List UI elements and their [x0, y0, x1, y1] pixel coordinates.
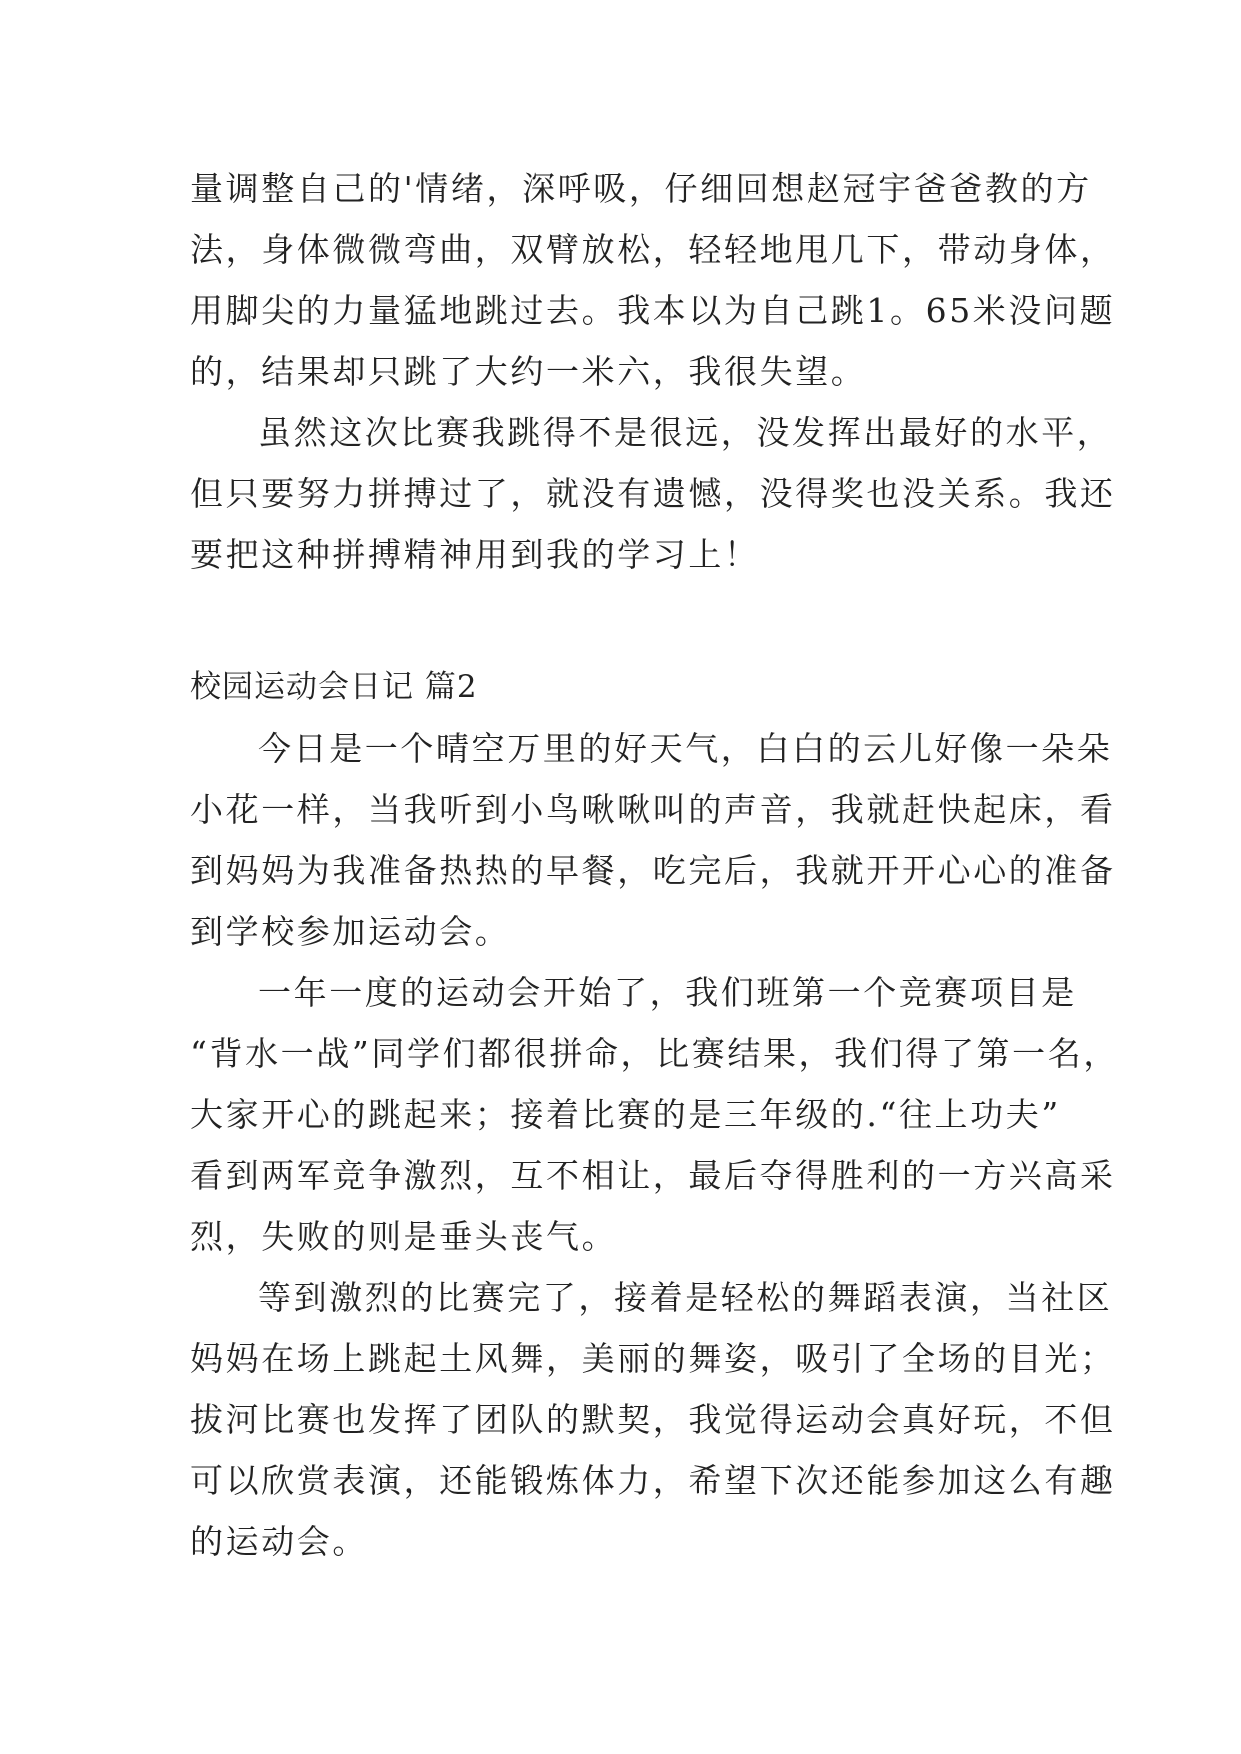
- text-line: 小花一样，当我听到小鸟啾啾叫的声音，我就赶快起床，看: [190, 790, 1116, 829]
- text-line: 到妈妈为我准备热热的早餐，吃完后，我就开开心心的准备: [190, 851, 1116, 890]
- text-line: 一年一度的运动会开始了，我们班第一个竞赛项目是: [258, 973, 1077, 1012]
- text-line: 的，结果却只跳了大约一米六，我很失望。: [190, 352, 867, 391]
- text-line: 烈，失败的则是垂头丧气。: [190, 1217, 618, 1256]
- section-heading: 校园运动会日记 篇2: [190, 669, 478, 705]
- section1-paragraph2: [190, 402, 1116, 585]
- text-line: 妈妈在场上跳起土风舞，美丽的舞姿，吸引了全场的目光；: [190, 1339, 1116, 1378]
- text-line: 虽然这次比赛我跳得不是很远，没发挥出最好的水平，: [258, 413, 1113, 452]
- document-page: [190, 158, 1119, 1572]
- text-line: 大家开心的跳起来；接着比赛的是三年级的.“往上功夫”: [190, 1095, 1061, 1134]
- section2-paragraph3: [190, 1267, 1116, 1572]
- section2-paragraph2: [190, 962, 1119, 1267]
- text-line: 等到激烈的比赛完了，接着是轻松的舞蹈表演，当社区: [258, 1278, 1113, 1317]
- text-line: 量调整自己的'情绪，深呼吸，仔细回想赵冠宇爸爸教的方: [190, 169, 1092, 208]
- text-line: 拔河比赛也发挥了团队的默契，我觉得运动会真好玩，不但: [190, 1400, 1116, 1439]
- text-line: 但只要努力拼搏过了，就没有遗憾，没得奖也没关系。我还: [190, 474, 1116, 513]
- text-line: 今日是一个晴空万里的好天气，白白的云儿好像一朵朵: [258, 729, 1113, 768]
- text-line: 到学校参加运动会。: [190, 912, 511, 951]
- text-line: 法，身体微微弯曲，双臂放松，轻轻地甩几下，带动身体，: [190, 230, 1116, 269]
- section1-paragraph1: [190, 158, 1116, 402]
- text-line: 用脚尖的力量猛地跳过去。我本以为自己跳1。65米没问题: [190, 291, 1116, 330]
- text-line: 可以欣赏表演，还能锻炼体力，希望下次还能参加这么有趣: [190, 1461, 1116, 1500]
- section2-paragraph1: [190, 718, 1116, 962]
- text-line: 要把这种拼搏精神用到我的学习上！: [190, 535, 760, 574]
- section-spacer: [190, 585, 1060, 657]
- text-line: “背水一战”同学们都很拼命，比赛结果，我们得了第一名，: [190, 1034, 1119, 1073]
- text-line: 的运动会。: [190, 1522, 368, 1561]
- text-line: 看到两军竞争激烈，互不相让，最后夺得胜利的一方兴高采: [190, 1156, 1116, 1195]
